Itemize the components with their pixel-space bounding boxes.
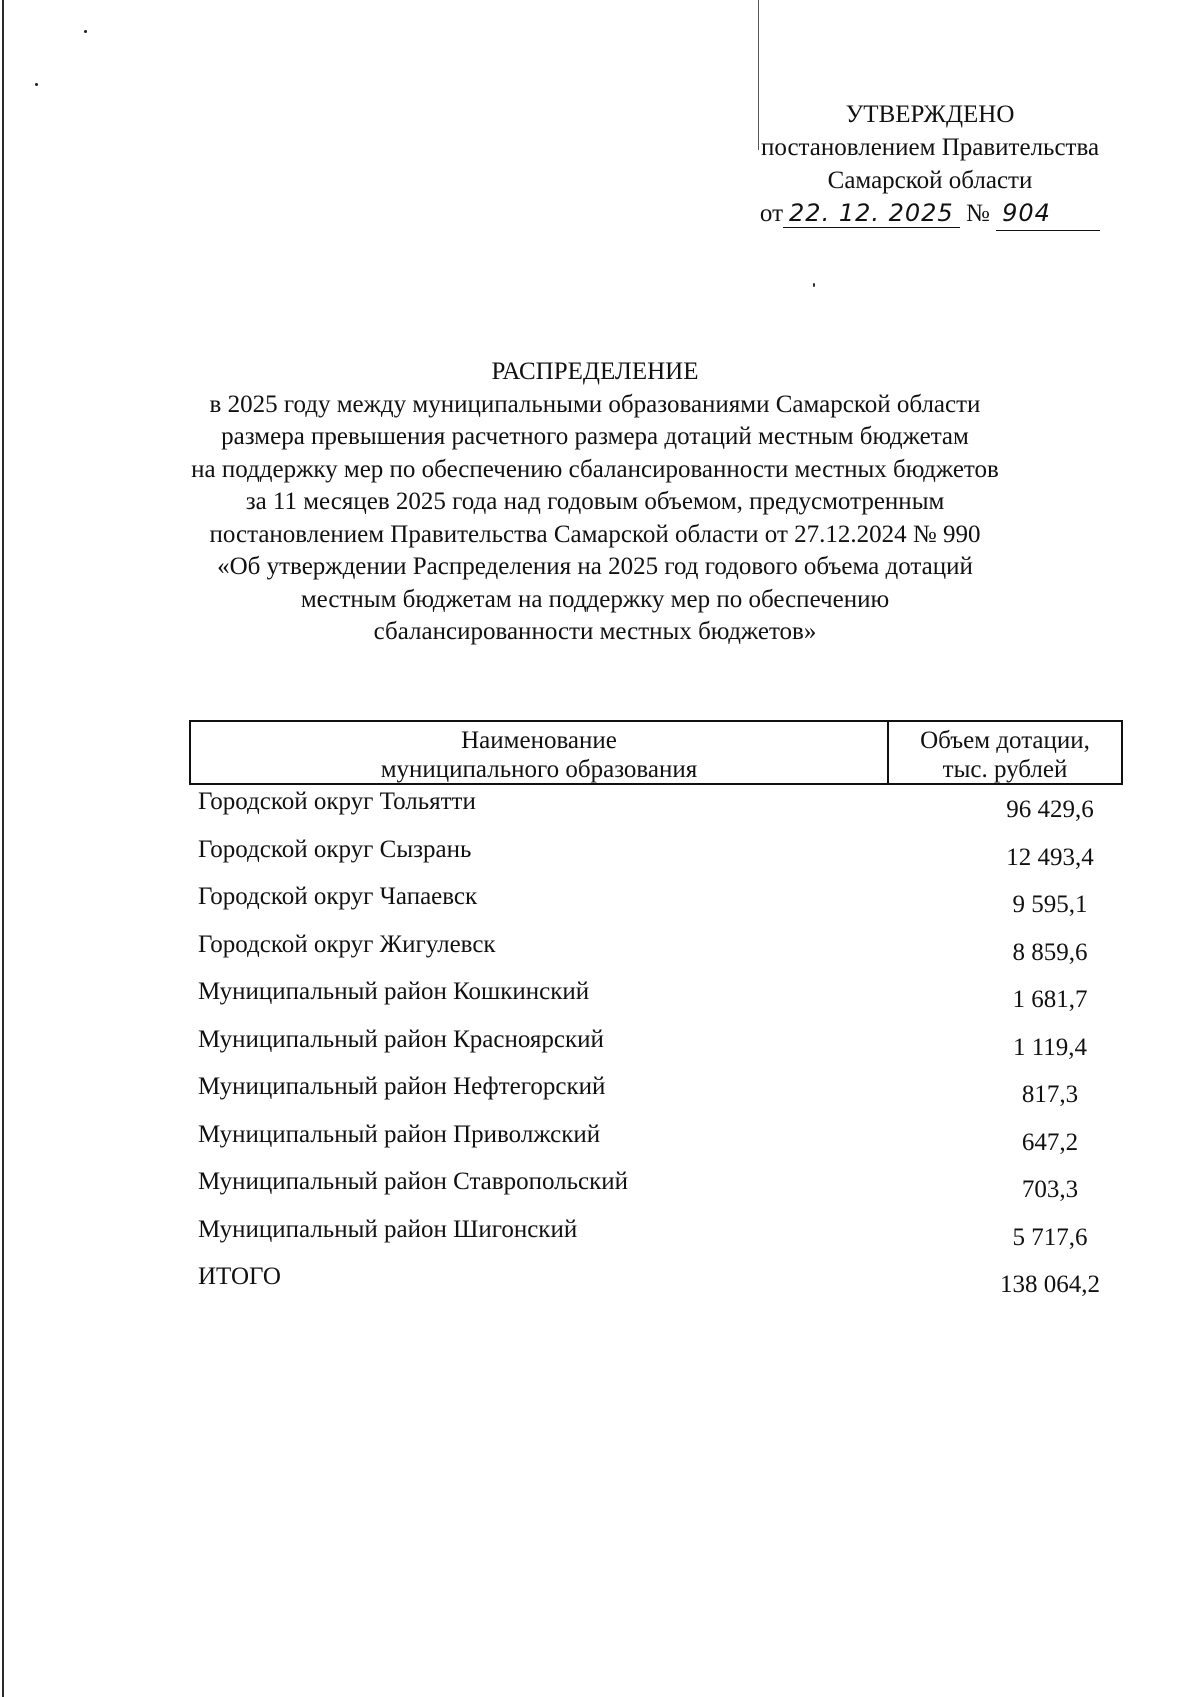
municipality-name: Городской округ Тольятти <box>198 788 476 815</box>
table-header <box>189 720 1123 785</box>
scan-edge <box>2 0 4 1697</box>
subsidy-value: 8 859,6 <box>1012 938 1088 966</box>
table-row <box>198 788 1138 836</box>
title-heading: РАСПРЕДЕЛЕНИЕ <box>491 358 699 385</box>
table-row <box>198 931 1138 979</box>
handwritten-number: 904 <box>996 197 1100 231</box>
title-line: в 2025 году между муниципальными образованиями Самарской области <box>209 390 981 418</box>
table-row <box>198 836 1138 884</box>
table-row <box>198 1121 1138 1169</box>
approved-by-line: постановлением Правительства <box>760 134 1100 161</box>
approved-label: УТВЕРЖДЕНО <box>845 101 1015 128</box>
subsidy-value: 5 717,6 <box>1012 1223 1088 1251</box>
municipality-name: Муниципальный район Шигонский <box>198 1215 578 1243</box>
title-line: на поддержку мер по обеспечению сбалансированности местных бюджетов <box>191 455 999 483</box>
scan-speck <box>813 283 815 287</box>
column-header-name-line: Наименование <box>461 727 617 754</box>
municipality-name: Муниципальный район Ставропольский <box>198 1168 629 1195</box>
table-row <box>198 1073 1138 1121</box>
total-value: 138 064,2 <box>1000 1271 1100 1298</box>
handwritten-date: 22. 12. 2025 <box>783 199 960 228</box>
subsidy-value: 1 119,4 <box>1012 1033 1088 1061</box>
table-row <box>198 1168 1138 1216</box>
table-row <box>198 1026 1138 1074</box>
municipality-name: Муниципальный район Приволжский <box>198 1120 601 1148</box>
title-line: сбалансированности местных бюджетов» <box>373 618 817 645</box>
subsidy-value: 9 595,1 <box>1012 891 1088 918</box>
table-row <box>198 883 1138 931</box>
column-header-name-line: муниципального образования <box>380 756 698 783</box>
table-body <box>198 788 1138 1311</box>
document-title <box>160 356 1030 649</box>
date-number-row <box>720 197 1140 231</box>
title-line: постановлением Правительства Самарской области от 27.12.2024 № 990 <box>209 520 981 548</box>
subsidy-value: 703,3 <box>1021 1176 1079 1203</box>
municipality-name: Городской округ Сызрань <box>198 835 472 863</box>
scan-speck <box>35 83 38 86</box>
title-line: за 11 месяцев 2025 года над годовым объемом, предусмотренным <box>245 488 945 515</box>
subsidy-value: 1 681,7 <box>1012 986 1088 1013</box>
column-header-value-line: Объем дотации, <box>920 727 1090 754</box>
scan-speck <box>84 30 87 33</box>
approval-stamp-block <box>720 98 1140 231</box>
municipality-name: Городской округ Жигулевск <box>198 930 496 958</box>
subsidy-value: 817,3 <box>1021 1081 1079 1108</box>
column-header-value-line: тыс. рублей <box>942 756 1068 783</box>
title-line: размера превышения расчетного размера дотаций местным бюджетам <box>221 423 969 450</box>
table-row-total <box>198 1263 1138 1311</box>
title-line: «Об утверждении Распределения на 2025 год годового объема дотаций <box>217 553 973 580</box>
municipality-name: Муниципальный район Красноярский <box>198 1025 604 1053</box>
subsidy-value: 647,2 <box>1021 1128 1079 1156</box>
municipality-name: Муниципальный район Нефтегорский <box>198 1073 606 1100</box>
subsidy-value: 12 493,4 <box>1006 843 1094 871</box>
date-prefix: от <box>759 200 784 227</box>
municipality-name: Городской округ Чапаевск <box>198 883 478 910</box>
municipality-name: Муниципальный район Кошкинский <box>198 978 590 1005</box>
title-line: местным бюджетам на поддержку мер по обеспечению <box>300 585 890 613</box>
table-row <box>198 978 1138 1026</box>
region-line: Самарской области <box>827 167 1033 194</box>
column-header-name <box>191 726 887 784</box>
column-header-value <box>889 726 1121 784</box>
table-row <box>198 1216 1138 1264</box>
number-prefix: № <box>965 200 990 227</box>
subsidy-value: 96 429,6 <box>1006 796 1094 823</box>
total-label: ИТОГО <box>198 1263 281 1290</box>
